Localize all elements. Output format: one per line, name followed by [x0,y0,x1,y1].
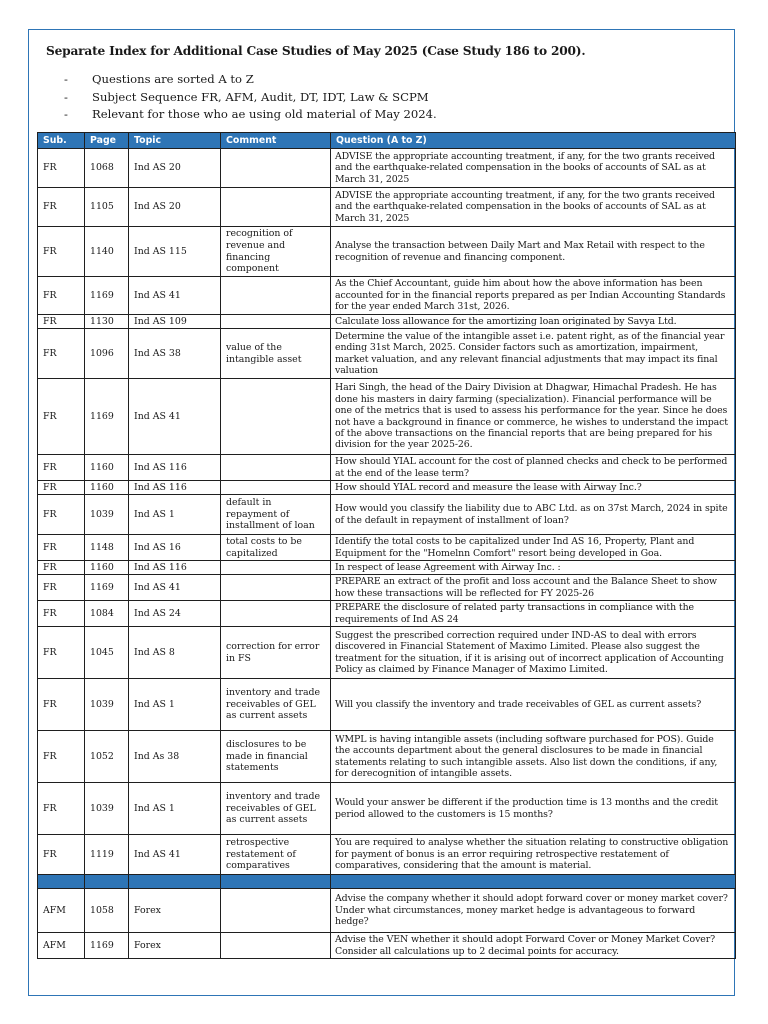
table-row [38,679,736,731]
cell-comment: correction for error in FS [221,627,331,679]
table-row [38,575,736,601]
table-row [38,277,736,315]
cell-sub: FR [38,561,85,575]
cell-page: 1130 [85,315,129,329]
cell-question: In respect of lease Agreement with Airway Inc. : [331,561,736,575]
separator-cell [221,875,331,889]
note-item [64,71,437,89]
cell-question: ADVISE the appropriate accounting treatment, if any, for the two grants received and the earthquake-related compensation in the books of accounts of SAL as at March 31, 2025 [331,149,736,188]
cell-topic: Ind AS 8 [129,627,221,679]
cell-sub: AFM [38,889,85,933]
cell-comment: recognition of revenue and financing component [221,227,331,277]
cell-page: 1169 [85,575,129,601]
cell-comment [221,933,331,959]
cell-sub: FR [38,149,85,188]
note-text: Subject Sequence FR, AFM, Audit, DT, IDT, Law & SCPM [92,89,429,104]
cell-topic: Ind AS 24 [129,601,221,627]
cell-comment [221,889,331,933]
cell-topic: Ind AS 116 [129,561,221,575]
cell-page: 1105 [85,188,129,227]
cell-page: 1160 [85,561,129,575]
table-row [38,601,736,627]
case-study-index-table [37,132,736,959]
cell-sub: FR [38,315,85,329]
cell-page: 1140 [85,227,129,277]
table-row [38,315,736,329]
cell-sub: FR [38,601,85,627]
header-topic: Topic [129,133,221,149]
cell-page: 1052 [85,731,129,783]
table-row [38,329,736,379]
cell-sub: FR [38,379,85,455]
cell-comment: disclosures to be made in financial statements [221,731,331,783]
cell-page: 1148 [85,535,129,561]
cell-comment [221,188,331,227]
cell-topic: Ind As 38 [129,731,221,783]
cell-topic: Ind AS 38 [129,329,221,379]
bullet-marker: - [64,72,68,86]
cell-sub: FR [38,277,85,315]
cell-comment: value of the intangible asset [221,329,331,379]
cell-sub: FR [38,329,85,379]
cell-question: How should YIAL record and measure the lease with Airway Inc.? [331,481,736,495]
cell-topic: Ind AS 116 [129,481,221,495]
cell-sub: FR [38,783,85,835]
cell-comment [221,379,331,455]
note-text: Relevant for those who ae using old material of May 2024. [92,107,437,121]
cell-question: Advise the company whether it should adopt forward cover or money market cover? Under what circumstances, money market hedge is advantageous to forward hedge? [331,889,736,933]
cell-sub: FR [38,731,85,783]
cell-topic: Ind AS 41 [129,277,221,315]
cell-sub: FR [38,455,85,481]
cell-question: Would your answer be different if the production time is 13 months and the credit period allowed to the customers is 15 months? [331,783,736,835]
cell-question: Determine the value of the intangible asset i.e. patent right, as of the financial year ending 31st March, 2025. Consider factors such as amortization, impairment, market valuation, and any relevant financial adjustments that may impact its final valuation [331,329,736,379]
cell-sub: FR [38,227,85,277]
cell-page: 1039 [85,783,129,835]
cell-page: 1084 [85,601,129,627]
table-row [38,379,736,455]
cell-sub: FR [38,535,85,561]
table-row [38,481,736,495]
cell-sub: FR [38,627,85,679]
cell-sub: FR [38,481,85,495]
separator-cell [38,875,85,889]
table-row [38,535,736,561]
cell-topic: Ind AS 16 [129,535,221,561]
bullet-marker: - [64,107,68,121]
separator-cell [129,875,221,889]
cell-page: 1039 [85,495,129,535]
cell-sub: FR [38,188,85,227]
section-separator-row [38,875,736,889]
cell-topic: Ind AS 1 [129,783,221,835]
table-row [38,835,736,875]
cell-page: 1169 [85,379,129,455]
cell-comment: total costs to be capitalized [221,535,331,561]
cell-question: PREPARE an extract of the profit and loss account and the Balance Sheet to show how these transactions will be reflected for FY 2025-26 [331,575,736,601]
cell-topic: Ind AS 41 [129,575,221,601]
cell-question: Identify the total costs to be capitalized under Ind AS 16, Property, Plant and Equipment for the "Homelnn Comfort" resort being developed in Goa. [331,535,736,561]
cell-page: 1058 [85,889,129,933]
table-row [38,783,736,835]
table-row [38,495,736,535]
table-row [38,627,736,679]
table-row [38,455,736,481]
bullet-marker: - [64,89,68,104]
cell-question: How would you classify the liability due to ABC Ltd. as on 37st March, 2024 in spite of the default in repayment of installment of loan? [331,495,736,535]
table-row [38,933,736,959]
cell-page: 1039 [85,679,129,731]
page-title: Separate Index for Additional Case Studies of May 2025 (Case Study 186 to 200). [46,44,586,58]
cell-question: PREPARE the disclosure of related party transactions in compliance with the requirements of Ind AS 24 [331,601,736,627]
cell-sub: FR [38,835,85,875]
cell-page: 1045 [85,627,129,679]
cell-page: 1068 [85,149,129,188]
cell-topic: Ind AS 20 [129,149,221,188]
cell-sub: AFM [38,933,85,959]
cell-page: 1160 [85,481,129,495]
cell-comment: default in repayment of installment of loan [221,495,331,535]
notes-list [64,71,437,124]
note-item [64,106,437,124]
cell-comment: retrospective restatement of comparatives [221,835,331,875]
cell-question: Suggest the prescribed correction required under IND-AS to deal with errors discovered in Financial Statement of Maximo Limited. Please also suggest the treatment for the situation, if it is arising out of incorrect application of Accounting Policy as claimed by Finance Manager of Maximo Limited. [331,627,736,679]
cell-question: As the Chief Accountant, guide him about how the above information has been accounted for in the financial reports prepared as per Indian Accounting Standards for the year ended March 31st, 2026. [331,277,736,315]
cell-topic: Ind AS 41 [129,835,221,875]
table-body [38,149,736,959]
table-row [38,188,736,227]
cell-topic: Ind AS 1 [129,679,221,731]
table-row [38,149,736,188]
table-row [38,227,736,277]
cell-comment [221,481,331,495]
cell-page: 1169 [85,933,129,959]
cell-comment: inventory and trade receivables of GEL as current assets [221,679,331,731]
header-question: Question (A to Z) [331,133,736,149]
table-row [38,731,736,783]
cell-topic: Ind AS 109 [129,315,221,329]
cell-question: Will you classify the inventory and trade receivables of GEL as current assets? [331,679,736,731]
separator-cell [331,875,736,889]
cell-comment: inventory and trade receivables of GEL as current assets [221,783,331,835]
cell-page: 1119 [85,835,129,875]
note-item [64,89,437,107]
cell-question: ADVISE the appropriate accounting treatment, if any, for the two grants received and the earthquake-related compensation in the books of accounts of SAL as at March 31, 2025 [331,188,736,227]
cell-sub: FR [38,495,85,535]
cell-page: 1160 [85,455,129,481]
cell-topic: Forex [129,889,221,933]
table-row [38,889,736,933]
table-row [38,561,736,575]
cell-topic: Forex [129,933,221,959]
cell-question: You are required to analyse whether the situation relating to constructive obligation for payment of bonus is an error requiring retrospective restatement of comparatives, considering that the amount is material. [331,835,736,875]
cell-question: Hari Singh, the head of the Dairy Division at Dhagwar, Himachal Pradesh. He has done his masters in dairy farming (specialization). Financial performance will be one of the metrics that is used to assess his performance for the year. Since he does not have a background in finance or commerce, he wishes to understand the impact of the above transactions on the financial reports that are being prepared for his division for the year 2025-26. [331,379,736,455]
cell-comment [221,601,331,627]
cell-comment [221,561,331,575]
cell-sub: FR [38,575,85,601]
table-header-row [38,133,736,149]
cell-comment [221,455,331,481]
separator-cell [85,875,129,889]
cell-topic: Ind AS 115 [129,227,221,277]
cell-page: 1096 [85,329,129,379]
cell-topic: Ind AS 1 [129,495,221,535]
header-page: Page [85,133,129,149]
cell-question: Calculate loss allowance for the amortizing loan originated by Savya Ltd. [331,315,736,329]
cell-topic: Ind AS 20 [129,188,221,227]
cell-question: WMPL is having intangible assets (including software purchased for POS). Guide the accounts department about the general disclosures to be made in financial statements relating to such intangible assets. Also list down the conditions, if any, for derecognition of intangible assets. [331,731,736,783]
cell-topic: Ind AS 41 [129,379,221,455]
cell-comment [221,315,331,329]
cell-question: Analyse the transaction between Daily Mart and Max Retail with respect to the recognition of revenue and financing component. [331,227,736,277]
cell-question: Advise the VEN whether it should adopt Forward Cover or Money Market Cover? Consider all calculations up to 2 decimal points for accuracy. [331,933,736,959]
header-comment: Comment [221,133,331,149]
cell-sub: FR [38,679,85,731]
header-sub: Sub. [38,133,85,149]
cell-page: 1169 [85,277,129,315]
cell-question: How should YIAL account for the cost of planned checks and check to be performed at the end of the lease term? [331,455,736,481]
cell-comment [221,277,331,315]
cell-comment [221,149,331,188]
cell-comment [221,575,331,601]
note-text: Questions are sorted A to Z [92,72,254,86]
cell-topic: Ind AS 116 [129,455,221,481]
